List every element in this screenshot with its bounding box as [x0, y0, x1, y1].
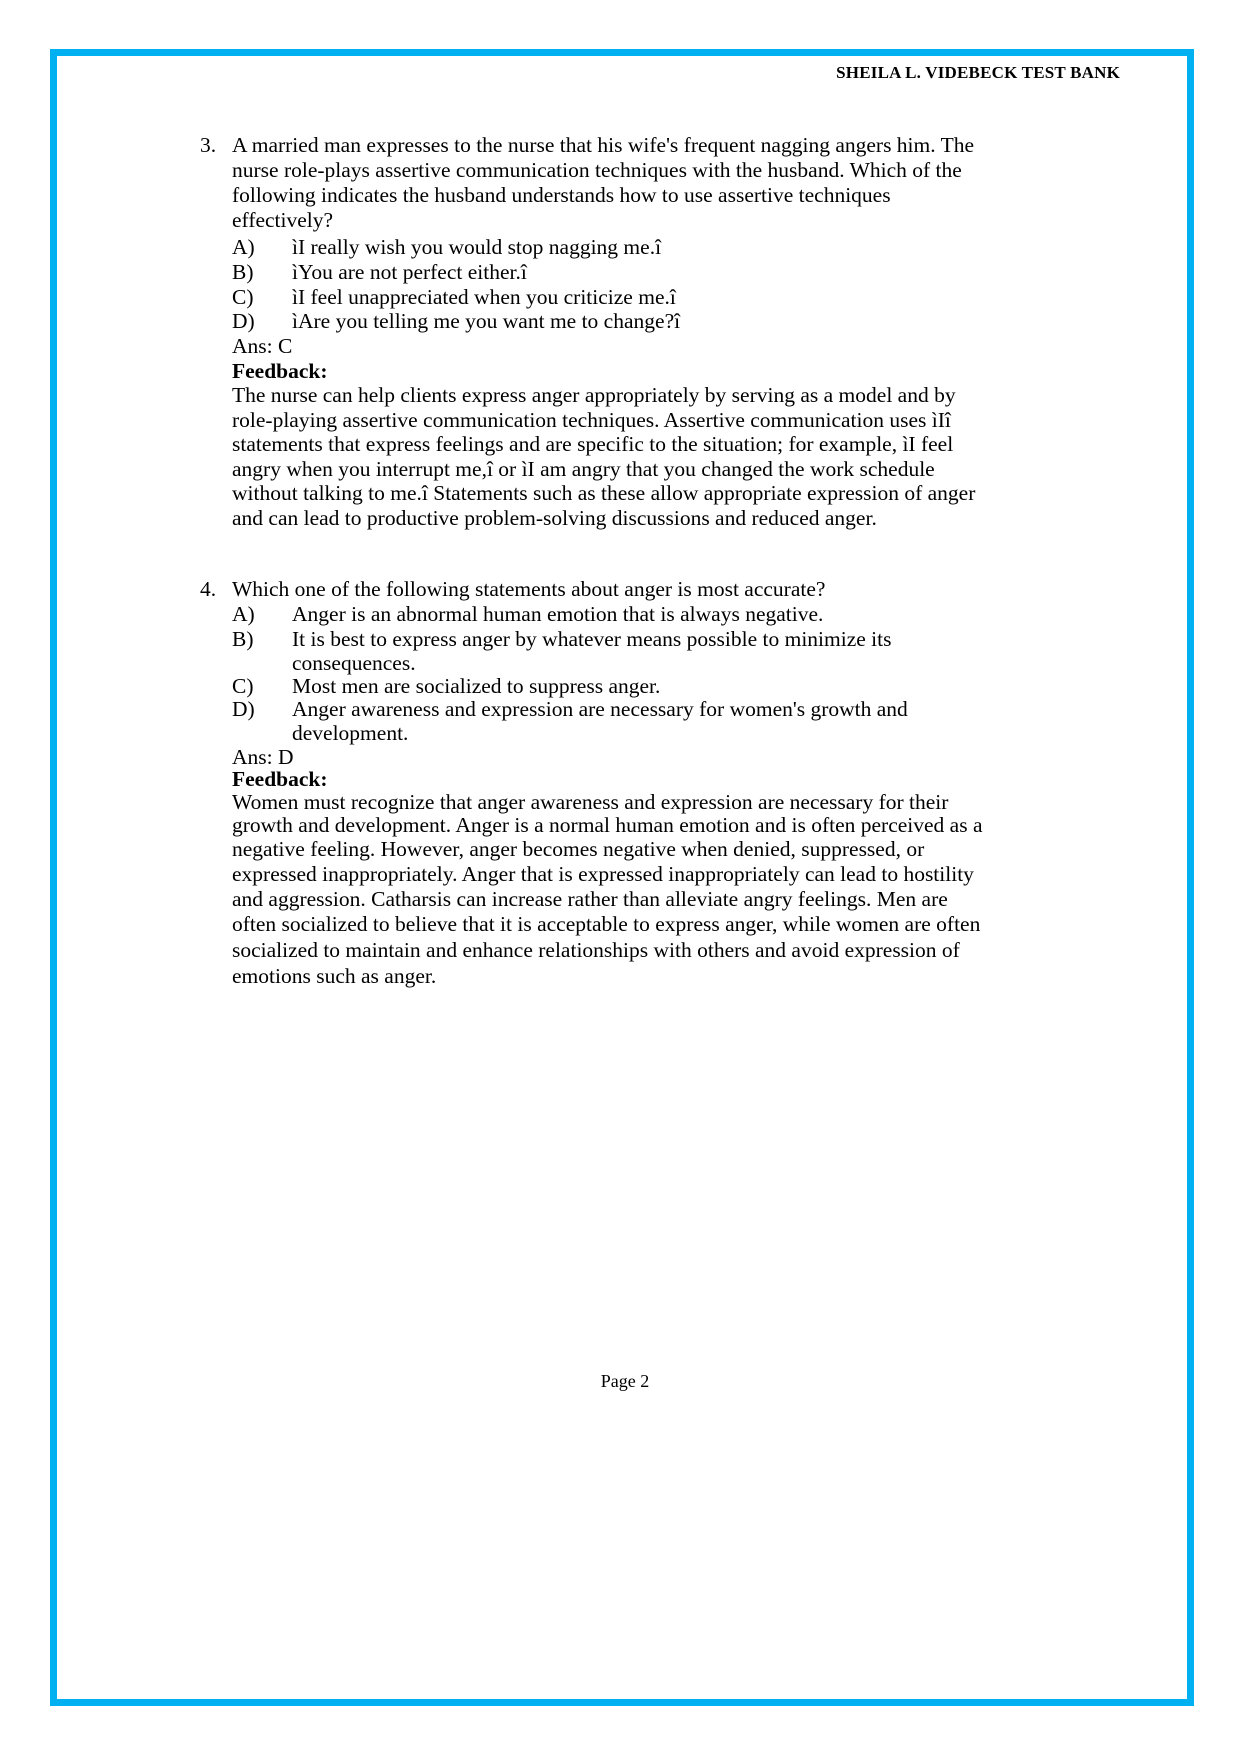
- option-text-a: Anger is an abnormal human emotion that is always negative.: [292, 602, 824, 626]
- feedback-line: The nurse can help clients express anger appropriately by serving as a model and by: [232, 383, 956, 407]
- page-footer: [0, 1371, 1244, 1392]
- option-text-c: ìI feel unappreciated when you criticize me.î: [292, 285, 676, 309]
- feedback-label: Feedback:: [232, 359, 328, 383]
- option-letter-b: B): [232, 260, 254, 284]
- feedback-line: role-playing assertive communication techniques. Assertive communication uses ìIî: [232, 408, 951, 432]
- question-stem-line: effectively?: [232, 208, 334, 232]
- option-letter-d: D): [232, 309, 255, 333]
- question-stem-line: following indicates the husband understands how to use assertive techniques: [232, 183, 891, 207]
- option-text-b-continued: consequences.: [292, 651, 416, 675]
- option-letter-c: C): [232, 674, 254, 698]
- option-text-d-continued: development.: [292, 721, 409, 745]
- option-letter-a: A): [232, 235, 255, 259]
- feedback-line: often socialized to believe that it is acceptable to express anger, while women are often: [232, 912, 981, 936]
- option-letter-b: B): [232, 627, 254, 651]
- option-text-d: Anger awareness and expression are necessary for women's growth and: [292, 697, 908, 721]
- option-text-b: It is best to express anger by whatever means possible to minimize its: [292, 627, 892, 651]
- question-stem-line: Which one of the following statements about anger is most accurate?: [232, 577, 826, 601]
- feedback-line: Women must recognize that anger awareness and expression are necessary for their: [232, 790, 949, 814]
- option-letter-d: D): [232, 697, 255, 721]
- option-text-d: ìAre you telling me you want me to change?î: [292, 309, 681, 333]
- question-number: 3.: [200, 133, 217, 157]
- option-text-a: ìI really wish you would stop nagging me.î: [292, 235, 662, 259]
- feedback-line: emotions such as anger.: [232, 964, 437, 988]
- feedback-line: angry when you interrupt me,î or ìI am angry that you changed the work schedule: [232, 457, 935, 481]
- feedback-line: without talking to me.î Statements such as these allow appropriate expression of anger: [232, 481, 976, 505]
- page-header: SHEILA L. VIDEBECK TEST BANK: [836, 63, 1120, 82]
- question-number: 4.: [200, 577, 217, 601]
- answer-key: Ans: C: [232, 334, 293, 358]
- option-letter-a: A): [232, 602, 255, 626]
- option-text-b: ìYou are not perfect either.î: [292, 260, 527, 284]
- feedback-line: negative feeling. However, anger becomes negative when denied, suppressed, or: [232, 837, 925, 861]
- option-letter-c: C): [232, 285, 254, 309]
- answer-key: Ans: D: [232, 745, 294, 769]
- feedback-line: and aggression. Catharsis can increase rather than alleviate angry feelings. Men are: [232, 887, 948, 911]
- page-number: Page 2: [600, 1371, 650, 1391]
- feedback-label: Feedback:: [232, 767, 328, 791]
- question-stem-line: A married man expresses to the nurse that his wife's frequent nagging angers him. The: [232, 133, 975, 157]
- feedback-line: statements that express feelings and are specific to the situation; for example, ìI feel: [232, 432, 954, 456]
- feedback-line: growth and development. Anger is a normal human emotion and is often perceived as a: [232, 813, 983, 837]
- question-stem-line: nurse role-plays assertive communication techniques with the husband. Which of the: [232, 158, 962, 182]
- feedback-line: socialized to maintain and enhance relationships with others and avoid expression of: [232, 938, 960, 962]
- option-text-c: Most men are socialized to suppress anger.: [292, 674, 661, 698]
- feedback-line: and can lead to productive problem-solving discussions and reduced anger.: [232, 506, 877, 530]
- feedback-line: expressed inappropriately. Anger that is expressed inappropriately can lead to hostility: [232, 862, 974, 886]
